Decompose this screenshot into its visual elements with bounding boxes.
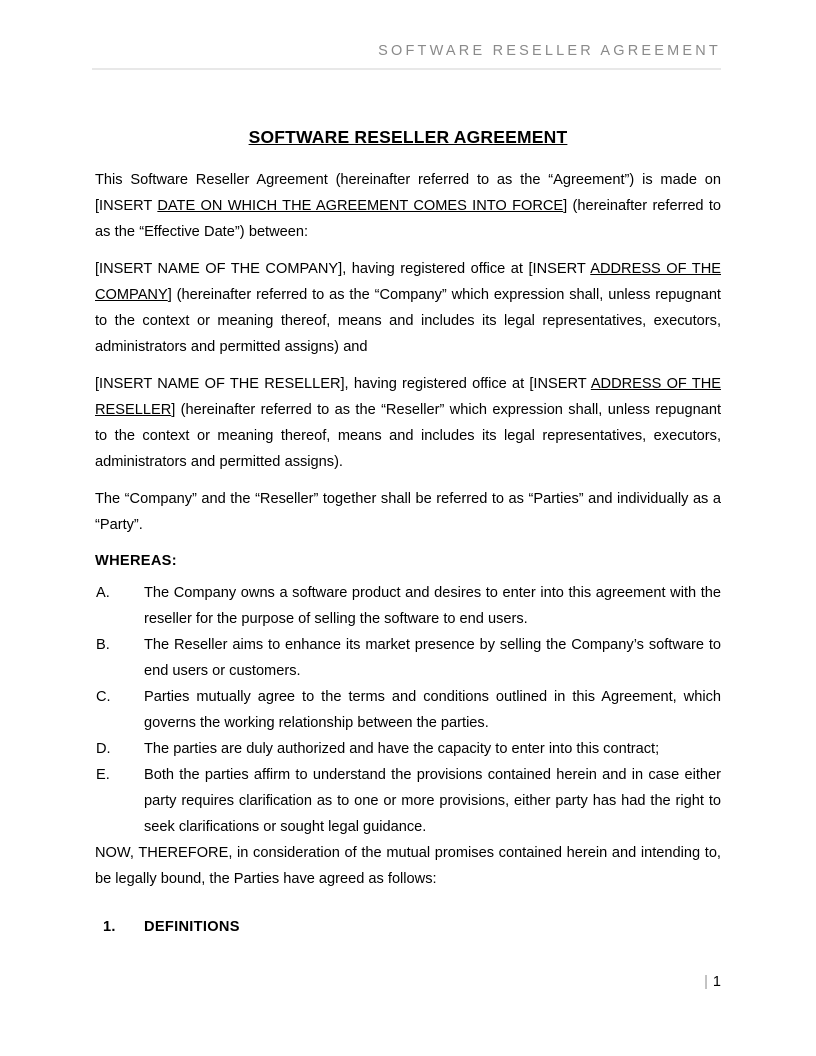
running-header — [92, 42, 721, 60]
intro-text-before: This Software Reseller Agreement (hereinafter referred to as the “Agreement”) is made on [INSERT — [95, 172, 721, 214]
list-item-text: The Company owns a software product and desires to enter into this agreement with the reseller for the purpose of selling the software to end users. — [144, 585, 721, 627]
list-item-marker: C. — [96, 689, 111, 705]
section-number: 1. — [103, 919, 116, 935]
list-item-text: The parties are duly authorized and have the capacity to enter into this contract; — [144, 741, 660, 757]
section-heading-definitions — [95, 914, 721, 940]
list-item — [95, 632, 721, 684]
page-footer — [92, 972, 721, 992]
reseller-placeholder-address: ADDRESS OF THE RESELLER — [95, 376, 721, 418]
intro-placeholder-date: DATE ON WHICH THE AGREEMENT COMES INTO FORCE — [157, 198, 564, 214]
list-item-text: Parties mutually agree to the terms and conditions outlined in this Agreement, which governs the working relationship between the parties. — [144, 689, 721, 731]
list-item — [95, 580, 721, 632]
company-placeholder-address: ADDRESS OF THE COMPANY — [95, 261, 721, 303]
paragraph-parties-definition: The “Company” and the “Reseller” together shall be referred to as “Parties” and individually as a “Party”. — [95, 491, 721, 533]
running-header-title: SOFTWARE RESELLER AGREEMENT — [378, 43, 721, 59]
paragraph-company — [95, 256, 721, 360]
list-item-marker: B. — [96, 637, 110, 653]
list-item-text: The Reseller aims to enhance its market presence by selling the Company’s software to end users or customers. — [144, 637, 721, 679]
intro-text-after: ] (hereinafter referred to as the “Effective Date”) between: — [95, 198, 722, 240]
paragraph-intro — [95, 167, 721, 245]
document-title — [95, 125, 721, 149]
reseller-text-before: [INSERT NAME OF THE RESELLER], having registered office at [INSERT — [95, 376, 591, 392]
list-item — [95, 762, 721, 840]
list-item-marker: A. — [96, 585, 110, 601]
header-divider-rule — [92, 68, 721, 70]
list-item — [95, 684, 721, 736]
list-item-marker: E. — [96, 767, 110, 783]
reseller-text-after: ] (hereinafter referred to as the “Reseller” which expression shall, unless repugnant to the context or meaning thereof, means and includes its legal representatives, executors, administrators and permitted assigns). — [95, 402, 721, 470]
section-title: DEFINITIONS — [144, 919, 240, 935]
company-text-before: [INSERT NAME OF THE COMPANY], having registered office at [INSERT — [95, 261, 591, 277]
footer-separator: | — [704, 974, 708, 990]
footer-page-number: 1 — [712, 974, 721, 990]
list-item-marker: D. — [96, 741, 111, 757]
recitals-list — [95, 580, 721, 840]
paragraph-now-therefore: NOW, THEREFORE, in consideration of the mutual promises contained herein and intending to, be legally bound, the Parties have agreed as follows: — [95, 845, 721, 887]
list-item — [95, 736, 721, 762]
document-title-text: SOFTWARE RESELLER AGREEMENT — [248, 127, 568, 147]
document-body — [95, 125, 721, 940]
whereas-heading: WHEREAS: — [95, 553, 177, 569]
company-text-after: ] (hereinafter referred to as the “Company” which expression shall, unless repugnant to the context or meaning thereof, means and includes its legal representatives, executors, administrators and permitted assigns) and — [95, 287, 721, 355]
paragraph-reseller — [95, 371, 721, 475]
list-item-text: Both the parties affirm to understand the provisions contained herein and in case either party requires clarification as to one or more provisions, either party has had the right to seek clarifications or sought legal guidance. — [144, 767, 721, 835]
